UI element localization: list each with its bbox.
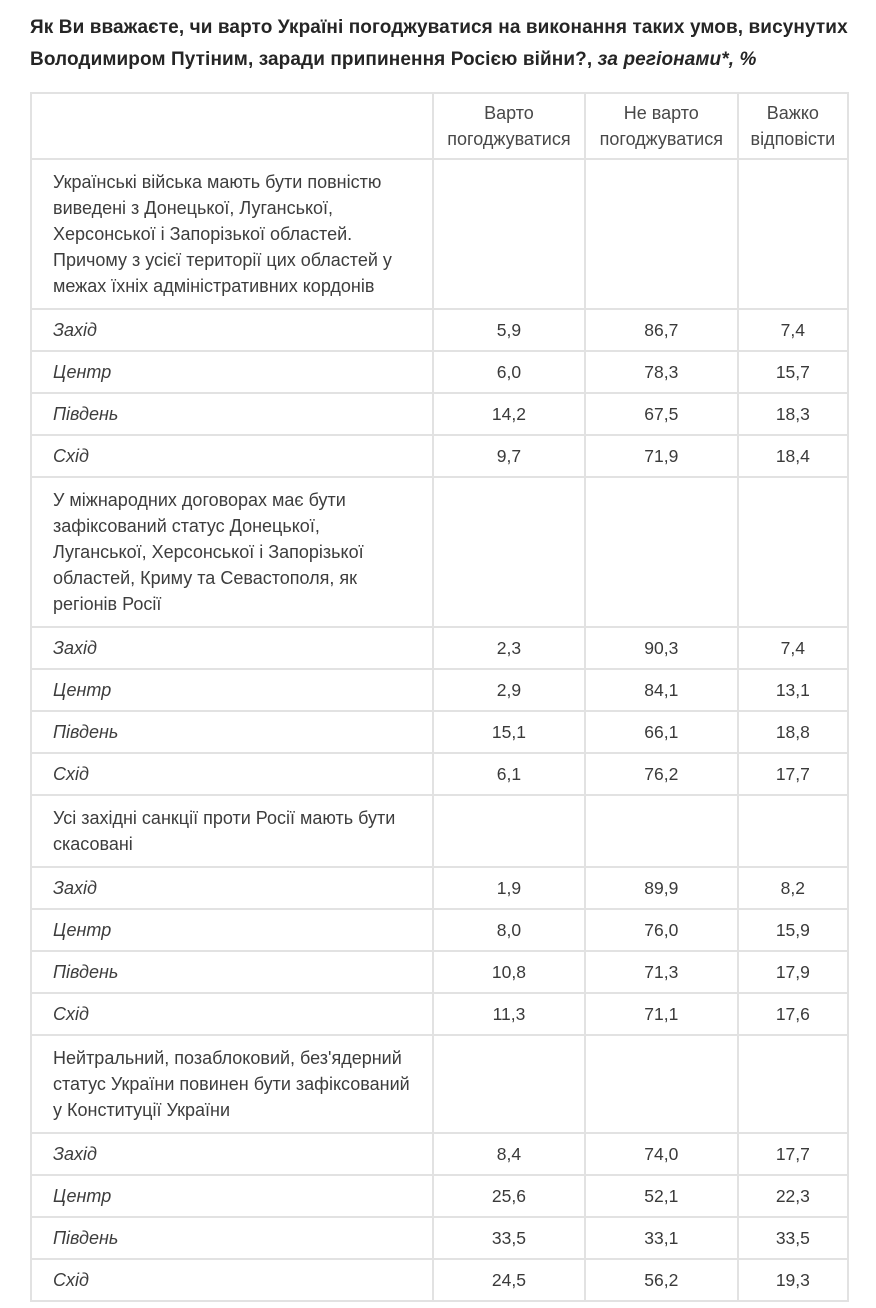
value-cell: 15,9: [738, 909, 848, 951]
question-row: [31, 159, 848, 309]
header-col-agree: Варто погоджуватися: [433, 93, 585, 159]
value-cell: 15,1: [433, 711, 585, 753]
region-cell: Схід: [31, 435, 433, 477]
value-cell: 89,9: [585, 867, 738, 909]
table-row: [31, 351, 848, 393]
empty-cell: [738, 1035, 848, 1133]
empty-cell: [585, 795, 738, 867]
page-title: [30, 12, 849, 76]
region-cell: Центр: [31, 669, 433, 711]
value-cell: 6,1: [433, 753, 585, 795]
region-cell: Захід: [31, 1133, 433, 1175]
table-row: [31, 867, 848, 909]
table-row: [31, 435, 848, 477]
header-col-disagree: Не варто погоджуватися: [585, 93, 738, 159]
table-row: [31, 753, 848, 795]
question-cell: Нейтральний, позаблоковий, без'ядерний статус України повинен бути зафіксований у Конституції України: [31, 1035, 433, 1133]
value-cell: 33,1: [585, 1217, 738, 1259]
value-cell: 66,1: [585, 711, 738, 753]
table-row: [31, 993, 848, 1035]
value-cell: 9,7: [433, 435, 585, 477]
question-cell: У міжнародних договорах має бути зафіксований статус Донецької, Луганської, Херсонської і Запорізької областей, Криму та Севастополя, як регіонів Росії: [31, 477, 433, 627]
value-cell: 17,9: [738, 951, 848, 993]
table-row: [31, 1133, 848, 1175]
value-cell: 71,9: [585, 435, 738, 477]
value-cell: 74,0: [585, 1133, 738, 1175]
value-cell: 17,6: [738, 993, 848, 1035]
value-cell: 17,7: [738, 1133, 848, 1175]
header-col-hard: Важко відповісти: [738, 93, 848, 159]
table-row: [31, 1175, 848, 1217]
value-cell: 1,9: [433, 867, 585, 909]
value-cell: 8,2: [738, 867, 848, 909]
value-cell: 14,2: [433, 393, 585, 435]
value-cell: 17,7: [738, 753, 848, 795]
value-cell: 10,8: [433, 951, 585, 993]
table-row: [31, 711, 848, 753]
survey-table: [30, 92, 849, 1302]
value-cell: 15,7: [738, 351, 848, 393]
value-cell: 2,3: [433, 627, 585, 669]
value-cell: 86,7: [585, 309, 738, 351]
value-cell: 19,3: [738, 1259, 848, 1301]
value-cell: 78,3: [585, 351, 738, 393]
table-row: [31, 627, 848, 669]
table-row: [31, 1259, 848, 1301]
value-cell: 90,3: [585, 627, 738, 669]
value-cell: 7,4: [738, 309, 848, 351]
table-row: [31, 1217, 848, 1259]
header-empty-cell: [31, 93, 433, 159]
value-cell: 11,3: [433, 993, 585, 1035]
table-row: [31, 393, 848, 435]
value-cell: 13,1: [738, 669, 848, 711]
value-cell: 33,5: [738, 1217, 848, 1259]
value-cell: 76,2: [585, 753, 738, 795]
empty-cell: [433, 477, 585, 627]
value-cell: 18,4: [738, 435, 848, 477]
title-text: Як Ви вважаєте, чи варто Україні погоджуватися на виконання таких умов, висунутих Володимиром Путіним, заради припинення Росією війни?,: [30, 17, 848, 70]
value-cell: 56,2: [585, 1259, 738, 1301]
value-cell: 22,3: [738, 1175, 848, 1217]
region-cell: Південь: [31, 711, 433, 753]
empty-cell: [433, 1035, 585, 1133]
value-cell: 7,4: [738, 627, 848, 669]
question-row: [31, 795, 848, 867]
value-cell: 18,3: [738, 393, 848, 435]
empty-cell: [585, 1035, 738, 1133]
value-cell: 5,9: [433, 309, 585, 351]
value-cell: 76,0: [585, 909, 738, 951]
region-cell: Центр: [31, 1175, 433, 1217]
region-cell: Захід: [31, 867, 433, 909]
question-row: [31, 477, 848, 627]
empty-cell: [738, 477, 848, 627]
value-cell: 33,5: [433, 1217, 585, 1259]
empty-cell: [585, 477, 738, 627]
region-cell: Схід: [31, 1259, 433, 1301]
region-cell: Захід: [31, 309, 433, 351]
region-cell: Південь: [31, 393, 433, 435]
table-row: [31, 909, 848, 951]
empty-cell: [738, 795, 848, 867]
table-row: [31, 669, 848, 711]
value-cell: 52,1: [585, 1175, 738, 1217]
title-qualifier: за регіонами*, %: [597, 49, 757, 70]
region-cell: Центр: [31, 909, 433, 951]
value-cell: 67,5: [585, 393, 738, 435]
value-cell: 71,3: [585, 951, 738, 993]
question-cell: Українські війська мають бути повністю виведені з Донецької, Луганської, Херсонської і Запорізької областей. Причому з усієї території цих областей у межах їхніх адміністративних кордонів: [31, 159, 433, 309]
region-cell: Південь: [31, 1217, 433, 1259]
empty-cell: [738, 159, 848, 309]
value-cell: 24,5: [433, 1259, 585, 1301]
value-cell: 71,1: [585, 993, 738, 1035]
value-cell: 84,1: [585, 669, 738, 711]
region-cell: Центр: [31, 351, 433, 393]
region-cell: Схід: [31, 993, 433, 1035]
value-cell: 8,0: [433, 909, 585, 951]
empty-cell: [433, 159, 585, 309]
value-cell: 6,0: [433, 351, 585, 393]
region-cell: Південь: [31, 951, 433, 993]
value-cell: 25,6: [433, 1175, 585, 1217]
region-cell: Захід: [31, 627, 433, 669]
empty-cell: [585, 159, 738, 309]
question-cell: Усі західні санкції проти Росії мають бути скасовані: [31, 795, 433, 867]
table-row: [31, 309, 848, 351]
value-cell: 8,4: [433, 1133, 585, 1175]
question-row: [31, 1035, 848, 1133]
table-row: [31, 951, 848, 993]
value-cell: 2,9: [433, 669, 585, 711]
header-row: [31, 93, 848, 159]
empty-cell: [433, 795, 585, 867]
value-cell: 18,8: [738, 711, 848, 753]
region-cell: Схід: [31, 753, 433, 795]
